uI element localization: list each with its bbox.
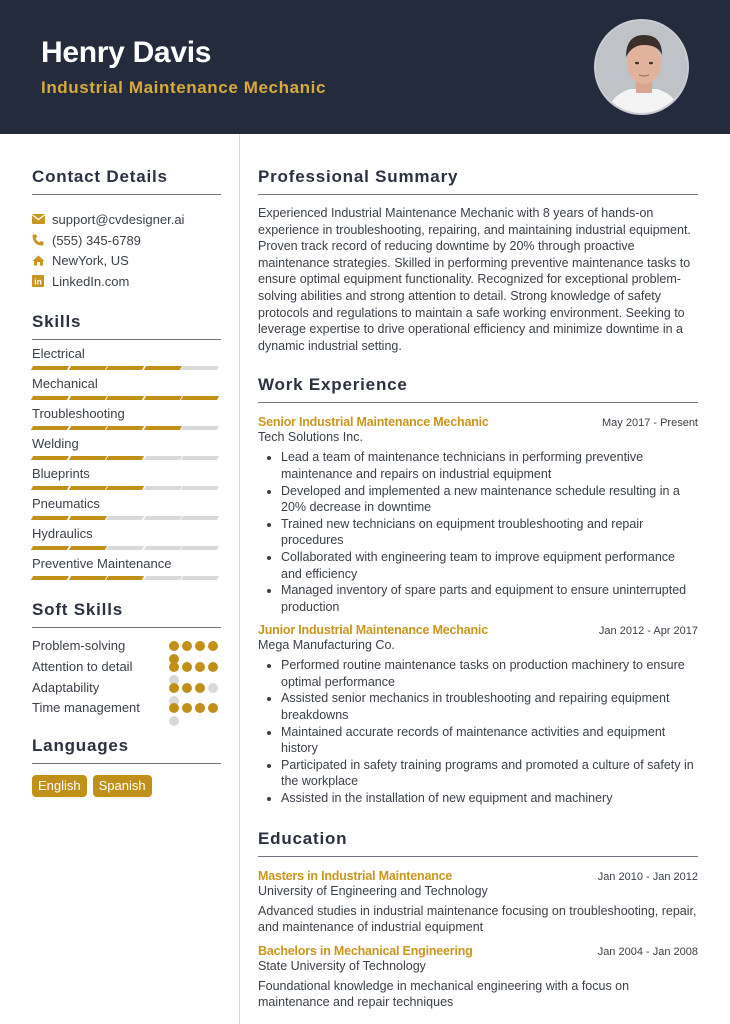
skill-level-segment <box>106 576 144 580</box>
soft-skill-name: Adaptability <box>32 679 100 695</box>
job-bullet: • Participated in safety training programs and promoted a culture of safety in the workplace <box>281 757 698 790</box>
contact-location-text: NewYork, US <box>52 253 129 269</box>
job-entry <box>258 415 698 615</box>
skill-level-segment <box>68 516 106 520</box>
job-bullets <box>258 657 698 806</box>
skill-level-segment <box>106 546 144 550</box>
skill-level-segment <box>68 576 106 580</box>
contact-phone[interactable] <box>32 230 221 251</box>
skill-level-segment <box>144 396 182 400</box>
skill-name: Blueprints <box>32 465 90 481</box>
skill-level-segment <box>181 576 219 580</box>
skill-level-bar <box>32 396 221 400</box>
skill-level-segment <box>31 456 69 460</box>
summary-section <box>258 167 698 354</box>
contact-list <box>32 209 221 292</box>
candidate-role: Industrial Maintenance Mechanic <box>41 78 326 97</box>
person-photo-icon <box>596 21 689 115</box>
skill-level-bar <box>32 516 221 520</box>
languages-list <box>32 775 221 797</box>
skill-item <box>32 346 221 370</box>
summary-title: Professional Summary <box>258 167 698 195</box>
job-bullet: • Collaborated with engineering team to improve equipment performance and efficiency <box>281 549 698 582</box>
education-date: Jan 2004 - Jan 2008 <box>597 945 698 958</box>
job-bullet: • Managed inventory of spare parts and equipment to ensure uninterrupted production <box>281 582 698 615</box>
envelope-icon <box>32 214 52 224</box>
rating-dot <box>208 641 218 651</box>
job-title: Junior Industrial Maintenance Mechanic <box>258 623 488 638</box>
skill-name: Hydraulics <box>32 525 93 541</box>
soft-skills-list <box>32 638 221 716</box>
job-company: Tech Solutions Inc. <box>258 430 363 445</box>
contact-email-text: support@cvdesigner.ai <box>52 211 185 227</box>
job-bullet: • Maintained accurate records of maintenance activities and equipment history <box>281 724 698 757</box>
skill-level-segment <box>181 396 219 400</box>
rating-dot <box>182 703 192 713</box>
right-column <box>258 134 698 1011</box>
job-bullet: • Trained new technicians on equipment troubleshooting and repair procedures <box>281 516 698 549</box>
skill-level-segment <box>68 366 106 370</box>
job-company: Mega Manufacturing Co. <box>258 638 395 653</box>
summary-text: Experienced Industrial Maintenance Mechanic with 8 years of hands-on experience in troubleshooting, repairing, and maintaining industrial equipment. Proven track record of reducing downtime by 20% through proactive maintenance strategies. Skilled in performing preventive maintenance tasks to ensure optimal equipment functionality. Recognized for exceptional problem-solving abilities and strong attention to detail. Strong knowledge of safety protocols and regulations to maintain a safe working environment. Seeking to leverage expertise to drive operational efficiency and minimize downtime in a dynamic industrial setting. <box>258 206 691 353</box>
skill-level-segment <box>106 426 144 430</box>
skill-level-bar <box>32 366 221 370</box>
skill-level-segment <box>106 516 144 520</box>
rating-dot <box>169 716 179 726</box>
school-name: State University of Technology <box>258 958 426 973</box>
job-bullet: • Assisted senior mechanics in troubleshooting and repairing equipment breakdowns <box>281 690 698 723</box>
skill-name: Welding <box>32 435 79 451</box>
job-entry <box>258 623 698 806</box>
skill-level-segment <box>181 366 219 370</box>
skill-level-segment <box>31 576 69 580</box>
soft-skill-item <box>32 638 221 654</box>
skill-name: Electrical <box>32 345 85 361</box>
rating-dot <box>169 662 179 672</box>
skill-level-bar <box>32 576 221 580</box>
soft-skill-rating <box>169 683 221 693</box>
rating-dot <box>208 703 218 713</box>
skill-level-bar <box>32 546 221 550</box>
skill-item <box>32 466 221 490</box>
skill-level-segment <box>144 516 182 520</box>
soft-skill-name: Attention to detail <box>32 658 133 674</box>
skill-item <box>32 556 221 580</box>
education-entry <box>258 869 698 936</box>
language-badge: Spanish <box>93 775 152 797</box>
soft-skill-rating <box>169 662 221 672</box>
skill-item <box>32 436 221 460</box>
skill-level-segment <box>144 486 182 490</box>
skill-level-segment <box>68 486 106 490</box>
experience-section <box>258 375 698 806</box>
rating-dot <box>182 641 192 651</box>
school-name: University of Engineering and Technology <box>258 883 488 898</box>
skill-name: Mechanical <box>32 375 98 391</box>
job-bullet: • Developed and implemented a new maintenance schedule resulting in a 20% decrease in downtime <box>281 483 698 516</box>
skill-level-segment <box>144 546 182 550</box>
skills-title: Skills <box>32 312 221 340</box>
education-date: Jan 2010 - Jan 2012 <box>597 870 698 883</box>
education-description: Foundational knowledge in mechanical engineering with a focus on maintenance and repair techniques <box>258 978 630 1010</box>
rating-dot <box>208 683 218 693</box>
candidate-name: Henry Davis <box>41 36 212 69</box>
skill-item <box>32 376 221 400</box>
rating-dot <box>195 662 205 672</box>
skill-level-segment <box>68 426 106 430</box>
soft-skill-item <box>32 659 221 675</box>
job-bullet: • Performed routine maintenance tasks on production machinery to ensure optimal performance <box>281 657 698 690</box>
rating-dot <box>169 641 179 651</box>
rating-dot <box>182 683 192 693</box>
contact-location <box>32 250 221 271</box>
skill-level-segment <box>68 546 106 550</box>
education-title: Education <box>258 829 698 857</box>
skill-level-bar <box>32 456 221 460</box>
skill-level-bar <box>32 486 221 490</box>
rating-dot <box>169 683 179 693</box>
degree-title: Bachelors in Mechanical Engineering <box>258 943 473 958</box>
soft-skill-name: Time management <box>32 699 140 715</box>
education-entry <box>258 944 698 1011</box>
skill-name: Preventive Maintenance <box>32 555 172 571</box>
rating-dot <box>169 703 179 713</box>
job-bullet: • Assisted in the installation of new equipment and machinery <box>281 790 698 807</box>
education-description: Advanced studies in industrial maintenance focusing on troubleshooting, repair, and maintenance of industrial equipment <box>258 903 697 935</box>
rating-dot <box>195 641 205 651</box>
skill-level-bar <box>32 426 221 430</box>
job-date: May 2017 - Present <box>602 417 698 430</box>
skill-level-segment <box>106 366 144 370</box>
skills-list <box>32 346 221 580</box>
skill-level-segment <box>181 486 219 490</box>
skill-level-segment <box>106 396 144 400</box>
languages-section <box>32 736 221 797</box>
contact-linkedin[interactable] <box>32 271 221 292</box>
job-bullet: • Lead a team of maintenance technicians in performing preventive maintenance and repairs on industrial equipment <box>281 449 698 482</box>
linkedin-icon <box>32 275 52 287</box>
column-divider <box>239 134 240 1024</box>
skill-level-segment <box>106 456 144 460</box>
skill-item <box>32 406 221 430</box>
job-bullets <box>258 449 698 615</box>
skill-level-segment <box>144 576 182 580</box>
education-section <box>258 829 698 1011</box>
rating-dot <box>182 662 192 672</box>
soft-skill-item <box>32 700 221 716</box>
skill-level-segment <box>144 456 182 460</box>
phone-icon <box>32 234 52 246</box>
soft-skill-rating <box>169 703 221 713</box>
soft-skills-title: Soft Skills <box>32 600 221 628</box>
profile-photo <box>594 19 689 115</box>
skill-name: Pneumatics <box>32 495 100 511</box>
skill-level-segment <box>68 456 106 460</box>
skill-item <box>32 496 221 520</box>
degree-title: Masters in Industrial Maintenance <box>258 868 453 883</box>
contact-title: Contact Details <box>32 167 221 195</box>
skill-level-segment <box>106 486 144 490</box>
languages-title: Languages <box>32 736 221 764</box>
contact-email[interactable] <box>32 209 221 230</box>
skill-level-segment <box>31 396 69 400</box>
skill-item <box>32 526 221 550</box>
svg-text:in: in <box>34 276 42 287</box>
home-icon <box>32 255 52 266</box>
contact-section <box>32 167 221 292</box>
skill-level-segment <box>181 516 219 520</box>
language-badge: English <box>32 775 87 797</box>
skill-level-segment <box>31 366 69 370</box>
skill-level-segment <box>181 456 219 460</box>
soft-skill-item <box>32 680 221 696</box>
job-title: Senior Industrial Maintenance Mechanic <box>258 415 489 430</box>
skill-level-segment <box>31 486 69 490</box>
soft-skill-name: Problem-solving <box>32 637 126 653</box>
rating-dot <box>195 703 205 713</box>
skill-level-segment <box>181 546 219 550</box>
skills-section <box>32 312 221 580</box>
skill-level-segment <box>31 546 69 550</box>
rating-dot <box>208 662 218 672</box>
soft-skills-section <box>32 600 221 716</box>
skill-level-segment <box>31 426 69 430</box>
contact-linkedin-text: LinkedIn.com <box>52 273 130 289</box>
experience-title: Work Experience <box>258 375 698 403</box>
soft-skill-rating <box>169 641 221 651</box>
rating-dot <box>195 683 205 693</box>
contact-phone-text: (555) 345-6789 <box>52 232 141 248</box>
left-column <box>32 134 221 797</box>
skill-name: Troubleshooting <box>32 405 125 421</box>
skill-level-segment <box>181 426 219 430</box>
job-date: Jan 2012 - Apr 2017 <box>598 625 698 638</box>
resume-header <box>0 0 730 134</box>
skill-level-segment <box>68 396 106 400</box>
skill-level-segment <box>144 366 182 370</box>
skill-level-segment <box>31 516 69 520</box>
skill-level-segment <box>144 426 182 430</box>
